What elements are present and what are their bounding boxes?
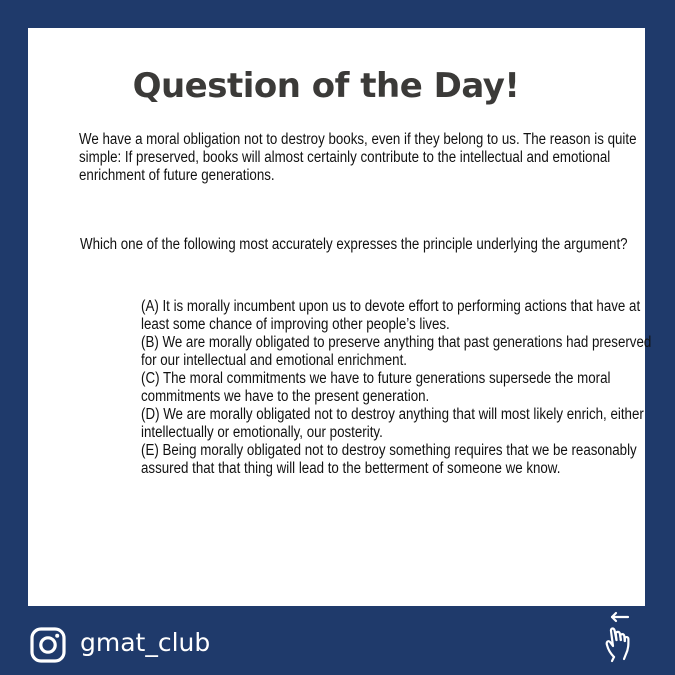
option-c: (C) The moral commitments we have to future generations supersede the moral commitments we have to the present generation. xyxy=(141,370,611,405)
option-d: (D) We are morally obligated not to destroy anything that will most likely enrich, either intellectually or emotionally, our posterity. xyxy=(141,406,644,441)
question-text: Which one of the following most accurately expresses the principle underlying the argument? xyxy=(80,236,628,253)
option-e: (E) Being morally obligated not to destroy something requires that we be reasonably assured that that thing will lead to the betterment of someone we know. xyxy=(141,442,637,477)
option-b: (B) We are morally obligated to preserve anything that past generations had preserved for our intellectual and emotional enrichment. xyxy=(141,334,652,369)
page-title: Question of the Day! xyxy=(132,66,520,106)
instagram-icon[interactable] xyxy=(29,626,67,664)
instagram-handle[interactable]: gmat_club xyxy=(80,628,211,657)
swipe-hand-icon xyxy=(600,609,646,665)
passage-text: We have a moral obligation not to destroy books, even if they belong to us. The reason is quite simple: If preserved, books will almost certainly contribute to the intellectual and emotional enrichment of future generations. xyxy=(79,131,637,184)
answer-options xyxy=(141,298,661,478)
option-a: (A) It is morally incumbent upon us to devote effort to performing actions that have at least some chance of improving other people’s lives. xyxy=(141,298,641,333)
